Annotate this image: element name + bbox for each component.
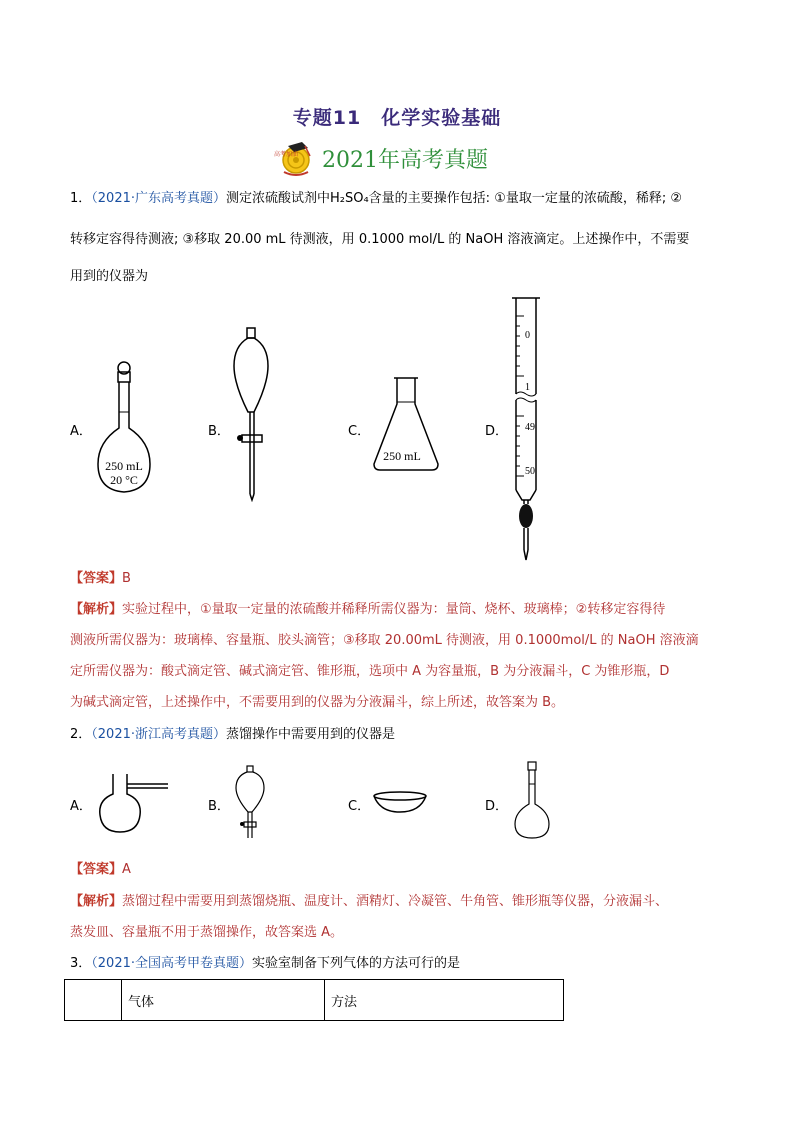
q1-source: （2021·广东高考真题） [91,191,226,206]
q1-answer-tag: 【答案】 [70,571,123,586]
q1-stem-line3: 用到的仪器为 [70,269,149,284]
q1-answer-value: B [122,571,131,586]
q2-stem-text: 蒸馏操作中需要用到的仪器是 [226,727,396,742]
small-separatory-funnel-icon [232,764,268,842]
q1-option-b-label: B． [208,424,230,439]
volumetric-flask-icon [92,358,162,498]
q1-line1 [70,190,730,208]
flask-a-volume-label: 250 mL [105,459,143,473]
q3-source: （2021·全国高考甲卷真题） [91,956,252,971]
flask-c-volume-label: 250 mL [383,449,421,463]
page-subtitle: 2021年高考真题 [322,147,488,173]
q2-option-a-label: A． [70,799,92,814]
q2-analysis-line1 [70,893,730,911]
q2-analysis-tag: 【解析】 [70,894,123,909]
q3-stem-text: 实验室制备下列气体的方法可行的是 [252,956,461,971]
q1-number: 1． [70,191,92,206]
burette-mark-49: 49 [525,422,535,433]
q1-analysis-line2: 测液所需仪器为：玻璃棒、容量瓶、胶头滴管；③移取 20.00mL 待测液，用 0.1000mol/L 的 NaOH 溶液滴 [70,633,699,648]
q1-analysis-text1: 实验过程中，①量取一定量的浓硫酸并稀释所需仪器为：量筒、烧杯、玻璃棒；②转移定容得待 [122,602,666,617]
table-row [65,980,564,1021]
q1-analysis-line3: 定所需仪器为：酸式滴定管、碱式滴定管、锥形瓶，选项中 A 为容量瓶，B 为分液漏斗，C 为锥形瓶，D [70,664,670,679]
q2-option-b-label: B． [208,799,230,814]
page-title: 专题11 化学实验基础 [292,107,502,129]
q1-option-a-label: A． [70,424,92,439]
q3-table-header-gas: 气体 [122,980,325,1021]
q1-stem-line1: 测定浓硫酸试剂中H₂SO₄含量的主要操作包括: ①量取一定量的浓硫酸，稀释; ② [226,191,683,206]
q3-number: 3． [70,956,92,971]
separatory-funnel-icon [228,326,274,502]
q1-analysis-line4: 为碱式滴定管，上述操作中，不需要用到的仪器为分液漏斗，综上所述，故答案为 B。 [70,695,565,710]
flask-a-temp-label: 20 °C [110,473,138,487]
burette-mark-50: 50 [525,466,535,477]
q2-stem [70,726,730,744]
small-volumetric-flask-icon [512,760,552,842]
q1-option-c-label: C． [348,424,371,439]
q2-answer-line [70,861,730,879]
q2-option-c-label: C． [348,799,371,814]
q3-stem [70,955,730,973]
q2-answer-value: A [122,862,131,877]
q1-analysis-tag: 【解析】 [70,602,123,617]
q3-table-header-blank [65,980,122,1021]
mascot-logo-icon [272,138,316,178]
burette-mark-0: 0 [525,330,530,341]
logo-text: 高考加油 [274,152,299,158]
q1-option-d-label: D． [485,424,509,439]
q2-answer-tag: 【答案】 [70,862,123,877]
q2-source: （2021·浙江高考真题） [91,727,226,742]
q3-table [64,979,564,1021]
q1-stem-line2: 转移定容得待测液; ③移取 20.00 mL 待测液，用 0.1000 mol/L 的 NaOH 溶液滴定。上述操作中，不需要 [70,232,690,247]
q2-number: 2． [70,727,92,742]
q2-analysis-line2: 蒸发皿、容量瓶不用于蒸馏操作，故答案选 A。 [70,925,344,940]
q1-answer-line [70,570,730,588]
burette-mark-1: 1 [525,382,530,393]
conical-flask-icon [370,374,450,474]
burette-icon [506,294,556,562]
subtitle-row [272,138,488,178]
q3-table-header-method: 方法 [325,980,564,1021]
q2-analysis-text1: 蒸馏过程中需要用到蒸馏烧瓶、温度计、酒精灯、冷凝管、牛角管、锥形瓶等仪器，分液漏斗、 [122,894,669,909]
q2-option-d-label: D． [485,799,509,814]
evaporating-dish-icon [370,788,430,818]
q1-analysis-line1 [70,601,730,619]
distillation-flask-icon [96,770,172,836]
